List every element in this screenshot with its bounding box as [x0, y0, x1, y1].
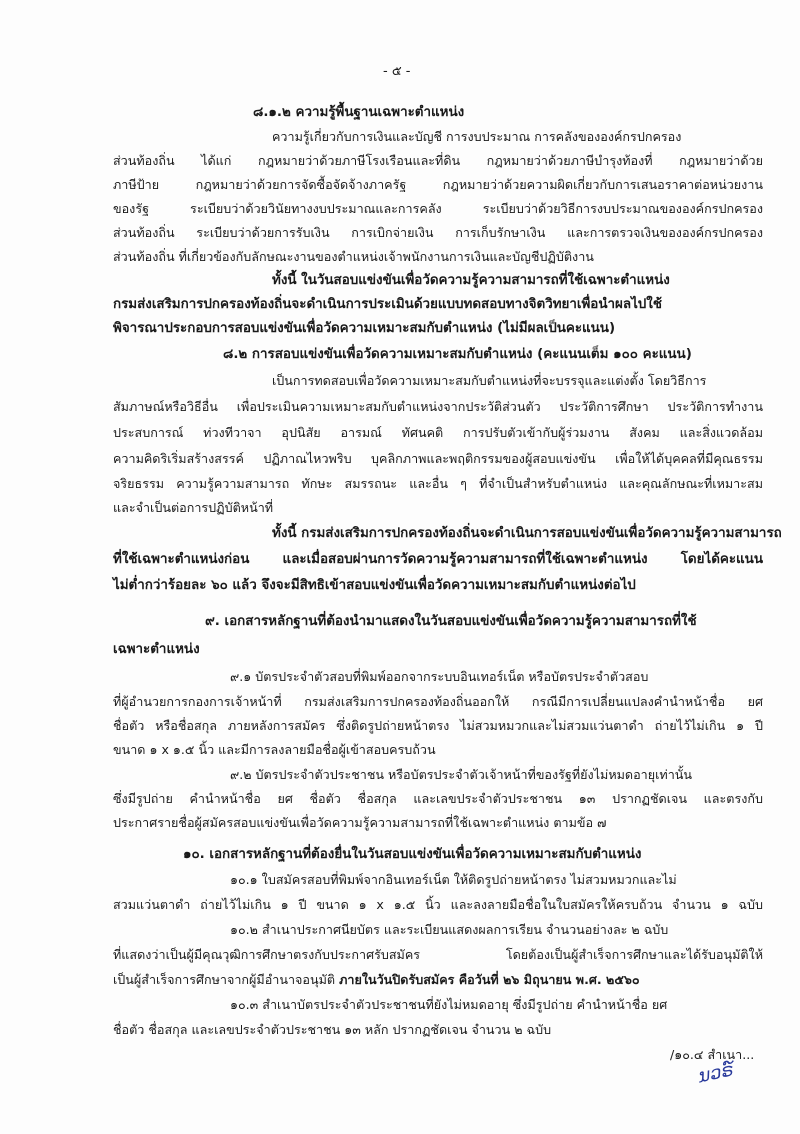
paragraph-line: ประกาศรายชื่อผู้สมัครสอบแข่งขันเพื่อวัดความรู้ความสามารถที่ใช้เฉพาะตำแหน่ง ตามข้อ ๗: [113, 815, 607, 830]
note-line: ที่ใช้เฉพาะตำแหน่งก่อน และเมื่อสอบผ่านการวัดความรู้ความสามารถที่ใช้เฉพาะตำแหน่ง โดยได้คะแนน: [113, 552, 763, 567]
paragraph-line: ที่ผู้อำนวยการกองการเจ้าหน้าที่ กรมส่งเสริมการปกครองท้องถิ่นออกให้ กรณีมีการเปลี่ยนแปลงคำนำหน้าชื่อ ยศ: [113, 694, 763, 709]
paragraph-line: จริยธรรม ความรู้ความสามารถ ทักษะ สมรรถนะ และอื่น ๆ ที่จำเป็นสำหรับตำแหน่ง และคุณลักษณะที่เหมาะสม: [113, 476, 763, 491]
paragraph-line: ซึ่งมีรูปถ่าย คำนำหน้าชื่อ ยศ ชื่อตัว ชื่อสกุล และเลขประจำตัวประชาชน ๑๓ ปรากฏชัดเจน และตรงกับ: [113, 791, 763, 806]
paragraph-line: ส่วนท้องถิ่น ที่เกี่ยวข้องกับลักษณะงานของตำแหน่งเจ้าพนักงานการเงินและบัญชีปฏิบัติงาน: [113, 249, 594, 264]
deadline-text: ภายในวันปิดรับสมัคร คือวันที่ ๒๖ มิถุนายน พ.ศ. ๒๕๖๐: [339, 972, 640, 987]
paragraph-line: และจำเป็นต่อการปฏิบัติหน้าที่: [113, 500, 274, 515]
paragraph-line: ความรู้เกี่ยวกับการเงินและบัญชี การงบประมาณ การคลังขององค์กรปกครอง: [272, 129, 682, 144]
paragraph-line: ประสบการณ์ ท่วงทีวาจา อุปนิสัย อารมณ์ ทัศนคติ การปรับตัวเข้ากับผู้ร่วมงาน สังคม และสิ่งแวดล้อม: [113, 425, 763, 440]
paragraph-line: ๑๐.๒ สำเนาประกาศนียบัตร และระเบียนแสดงผลการเรียน จำนวนอย่างละ ๒ ฉบับ: [230, 922, 669, 937]
line-text: เป็นผู้สำเร็จการศึกษาจากผู้มีอำนาจอนุมัติ: [113, 972, 336, 987]
note-line: ทั้งนี้ ในวันสอบแข่งขันเพื่อวัดความรู้ความสามารถที่ใช้เฉพาะตำแหน่ง: [272, 273, 670, 288]
paragraph-line: ส่วนท้องถิ่น ระเบียบว่าด้วยการรับเงิน การเบิกจ่ายเงิน การเก็บรักษาเงิน และการตรวจเงินขององค์กรปกครอง: [113, 225, 763, 240]
paragraph-line: ที่แสดงว่าเป็นผู้มีคุณวุฒิการศึกษาตรงกับประกาศรับสมัคร โดยต้องเป็นผู้สำเร็จการศึกษาและได้รับอนุมัติให้: [113, 947, 763, 962]
heading-9-cont: เฉพาะตำแหน่ง: [113, 642, 200, 657]
paragraph-line: ชื่อตัว ชื่อสกุล และเลขประจำตัวประชาชน ๑๓ หลัก ปรากฏชัดเจน จำนวน ๒ ฉบับ: [113, 1022, 552, 1037]
note-line: ทั้งนี้ กรมส่งเสริมการปกครองท้องถิ่นจะดำเนินการสอบแข่งขันเพื่อวัดความรู้ความสามารถ: [272, 526, 782, 541]
paragraph-line: สัมภาษณ์หรือวิธีอื่น เพื่อประเมินความเหมาะสมกับตำแหน่งจากประวัติส่วนตัว ประวัติการศึกษา ประวัติการทำงาน: [113, 399, 763, 414]
heading-10: ๑๐. เอกสารหลักฐานที่ต้องยื่นในวันสอบแข่งขันเพื่อวัดความเหมาะสมกับตำแหน่ง: [183, 847, 642, 862]
paragraph-line: ๑๐.๓ สำเนาบัตรประจำตัวประชาชนที่ยังไม่หมดอายุ ซึ่งมีรูปถ่าย คำนำหน้าชื่อ ยศ: [230, 997, 668, 1012]
note-line: กรมส่งเสริมการปกครองท้องถิ่นจะดำเนินการประเมินด้วยแบบทดสอบทางจิตวิทยาเพื่อนำผลไปใช้: [113, 297, 662, 312]
heading-8-2: ๘.๒ การสอบแข่งขันเพื่อวัดความเหมาะสมกับตำแหน่ง (คะแนนเต็ม ๑๐๐ คะแนน): [223, 347, 692, 362]
paragraph-line: เป็นการทดสอบเพื่อวัดความเหมาะสมกับตำแหน่งที่จะบรรจุและแต่งตั้ง โดยวิธีการ: [272, 373, 707, 388]
paragraph-line: ของรัฐ ระเบียบว่าด้วยวินัยทางงบประมาณและการคลัง ระเบียบว่าด้วยวิธีการงบประมาณขององค์กรปกครอง: [113, 201, 763, 216]
continuation-marker: /๑๐.๔ สำเนา...: [670, 1047, 755, 1062]
paragraph-line: ขนาด ๑ x ๑.๕ นิ้ว และมีการลงลายมือชื่อผู้เข้าสอบครบถ้วน: [113, 742, 436, 757]
paragraph-line: สวมแว่นตาดำ ถ่ายไว้ไม่เกิน ๑ ปี ขนาด ๑ x ๑.๕ นิ้ว และลงลายมือชื่อในใบสมัครให้ครบถ้วน จำนวน ๑ ฉบับ: [113, 897, 763, 912]
paragraph-line: ชื่อตัว หรือชื่อสกุล ภายหลังการสมัคร ซึ่งติดรูปถ่ายหน้าตรง ไม่สวมหมวกและไม่สวมแว่นตาดำ ถ่ายไว้ไม่เกิน ๑ ปี: [113, 718, 763, 733]
paragraph-line: [113, 970, 640, 990]
paragraph-line: ความคิดริเริ่มสร้างสรรค์ ปฏิภาณไหวพริบ บุคลิกภาพและพฤติกรรมของผู้สอบแข่งขัน เพื่อให้ได้บุคคลที่มีคุณธรรม: [113, 451, 763, 466]
paragraph-line: ๙.๒ บัตรประจำตัวประชาชน หรือบัตรประจำตัวเจ้าหน้าที่ของรัฐที่ยังไม่หมดอายุเท่านั้น: [230, 767, 693, 782]
paragraph-line: ๙.๑ บัตรประจำตัวสอบที่พิมพ์ออกจากระบบอินเทอร์เน็ต หรือบัตรประจำตัวสอบ: [230, 669, 649, 684]
note-line: ไม่ต่ำกว่าร้อยละ ๖๐ แล้ว จึงจะมีสิทธิเข้าสอบแข่งขันเพื่อวัดความเหมาะสมกับตำแหน่งต่อไป: [113, 578, 636, 593]
paragraph-line: ๑๐.๑ ใบสมัครสอบที่พิมพ์จากอินเทอร์เน็ต ให้ติดรูปถ่ายหน้าตรง ไม่สวมหมวกและไม่: [230, 872, 677, 887]
paragraph-line: ส่วนท้องถิ่น ได้แก่ กฎหมายว่าด้วยภาษีโรงเรือนและที่ดิน กฎหมายว่าด้วยภาษีบำรุงท้องที่ กฎหมายว่าด้วย: [113, 153, 763, 168]
note-line: พิจารณาประกอบการสอบแข่งขันเพื่อวัดความเหมาะสมกับตำแหน่ง (ไม่มีผลเป็นคะแนน): [113, 321, 616, 336]
heading-9: ๙. เอกสารหลักฐานที่ต้องนำมาแสดงในวันสอบแข่งขันเพื่อวัดความรู้ความสามารถที่ใช้: [205, 614, 697, 629]
page-number: - ๕ -: [383, 64, 411, 79]
heading-8-1-2: ๘.๑.๒ ความรู้พื้นฐานเฉพาะตำแหน่ง: [253, 105, 465, 120]
paragraph-line: ภาษีป้าย กฎหมายว่าด้วยการจัดซื้อจัดจ้างภาครัฐ กฎหมายว่าด้วยความผิดเกี่ยวกับการเสนอราคาต่อหน่วยงาน: [113, 177, 763, 192]
signature-initials: ນວຣ໌: [695, 1059, 735, 1088]
